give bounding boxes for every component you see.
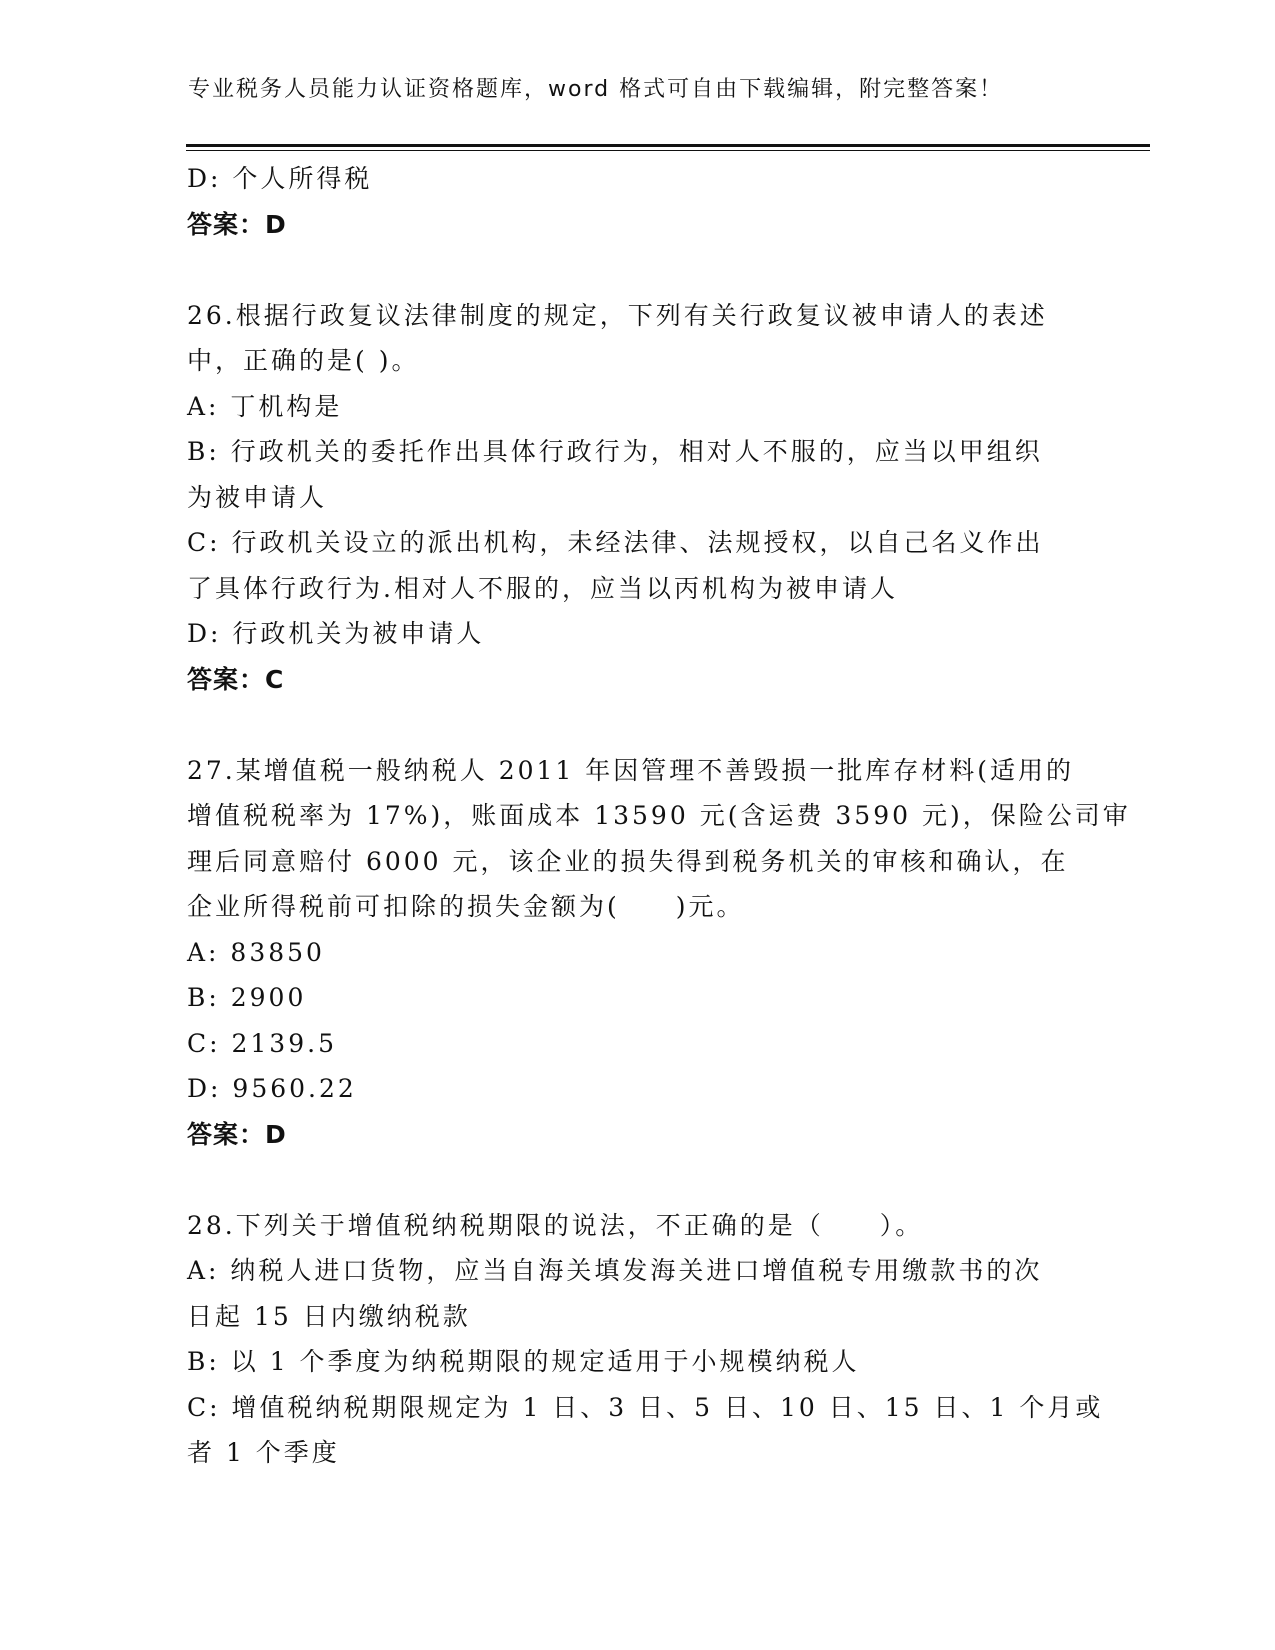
option-b: B: 2900 — [187, 983, 307, 1012]
question-stem: 中，正确的是( )。 — [187, 346, 420, 375]
question-stem: 27.某增值税一般纳税人 2011 年因管理不善毁损一批库存材料(适用的 — [187, 755, 1075, 785]
page-header: 专业税务人员能力认证资格题库，word 格式可自由下载编辑，附完整答案！ — [188, 77, 1004, 102]
question-stem: 企业所得税前可扣除的损失金额为( )元。 — [187, 892, 745, 921]
spacer — [187, 1157, 1087, 1203]
spacer — [187, 702, 1087, 748]
option-d: D: 行政机关为被申请人 — [187, 619, 485, 648]
prev-question-tail — [187, 156, 1087, 247]
option-c: C: 行政机关设立的派出机构，未经法律、法规授权，以自己名义作出 — [187, 528, 1044, 557]
question-26 — [187, 293, 1087, 703]
document-body — [187, 156, 1131, 1476]
option-b: B: 以 1 个季度为纳税期限的规定适用于小规模纳税人 — [187, 1347, 860, 1376]
option-a: A: 纳税人进口货物，应当自海关填发海关进口增值税专用缴款书的次 — [187, 1256, 1043, 1285]
option-a: A: 83850 — [187, 937, 325, 967]
option-b: 为被申请人 — [187, 482, 328, 512]
option-d: D: 个人所得税 — [187, 164, 373, 193]
answer: 答案：C — [187, 664, 285, 694]
question-stem: 26.根据行政复议法律制度的规定，下列有关行政复议被申请人的表述 — [187, 300, 1048, 330]
question-28 — [187, 1203, 1104, 1476]
header-rule-thick — [186, 144, 1150, 147]
option-d: D: 9560.22 — [187, 1074, 357, 1103]
question-27 — [187, 748, 1131, 1158]
option-c: 了具体行政行为.相对人不服的，应当以丙机构为被申请人 — [187, 573, 898, 603]
answer: 答案：D — [187, 209, 287, 239]
header-rule-thin — [186, 150, 1150, 151]
question-stem: 28.下列关于增值税纳税期限的说法，不正确的是（ ）。 — [187, 1210, 924, 1240]
option-b: B: 行政机关的委托作出具体行政行为，相对人不服的，应当以甲组织 — [187, 437, 1043, 466]
option-a: A: 丁机构是 — [187, 391, 343, 421]
question-stem: 增值税税率为 17%)，账面成本 13590 元(含运费 3590 元)，保险公司审 — [187, 801, 1131, 830]
spacer — [187, 247, 1087, 293]
option-c: C: 2139.5 — [187, 1028, 337, 1058]
answer: 答案：D — [187, 1119, 287, 1149]
option-a: 日起 15 日内缴纳税款 — [187, 1301, 471, 1331]
option-c: 者 1 个季度 — [187, 1438, 340, 1467]
option-c: C: 增值税纳税期限规定为 1 日、3 日、5 日、10 日、15 日、1 个月或 — [187, 1392, 1104, 1422]
question-stem: 理后同意赔付 6000 元，该企业的损失得到税务机关的审核和确认，在 — [187, 846, 1069, 876]
